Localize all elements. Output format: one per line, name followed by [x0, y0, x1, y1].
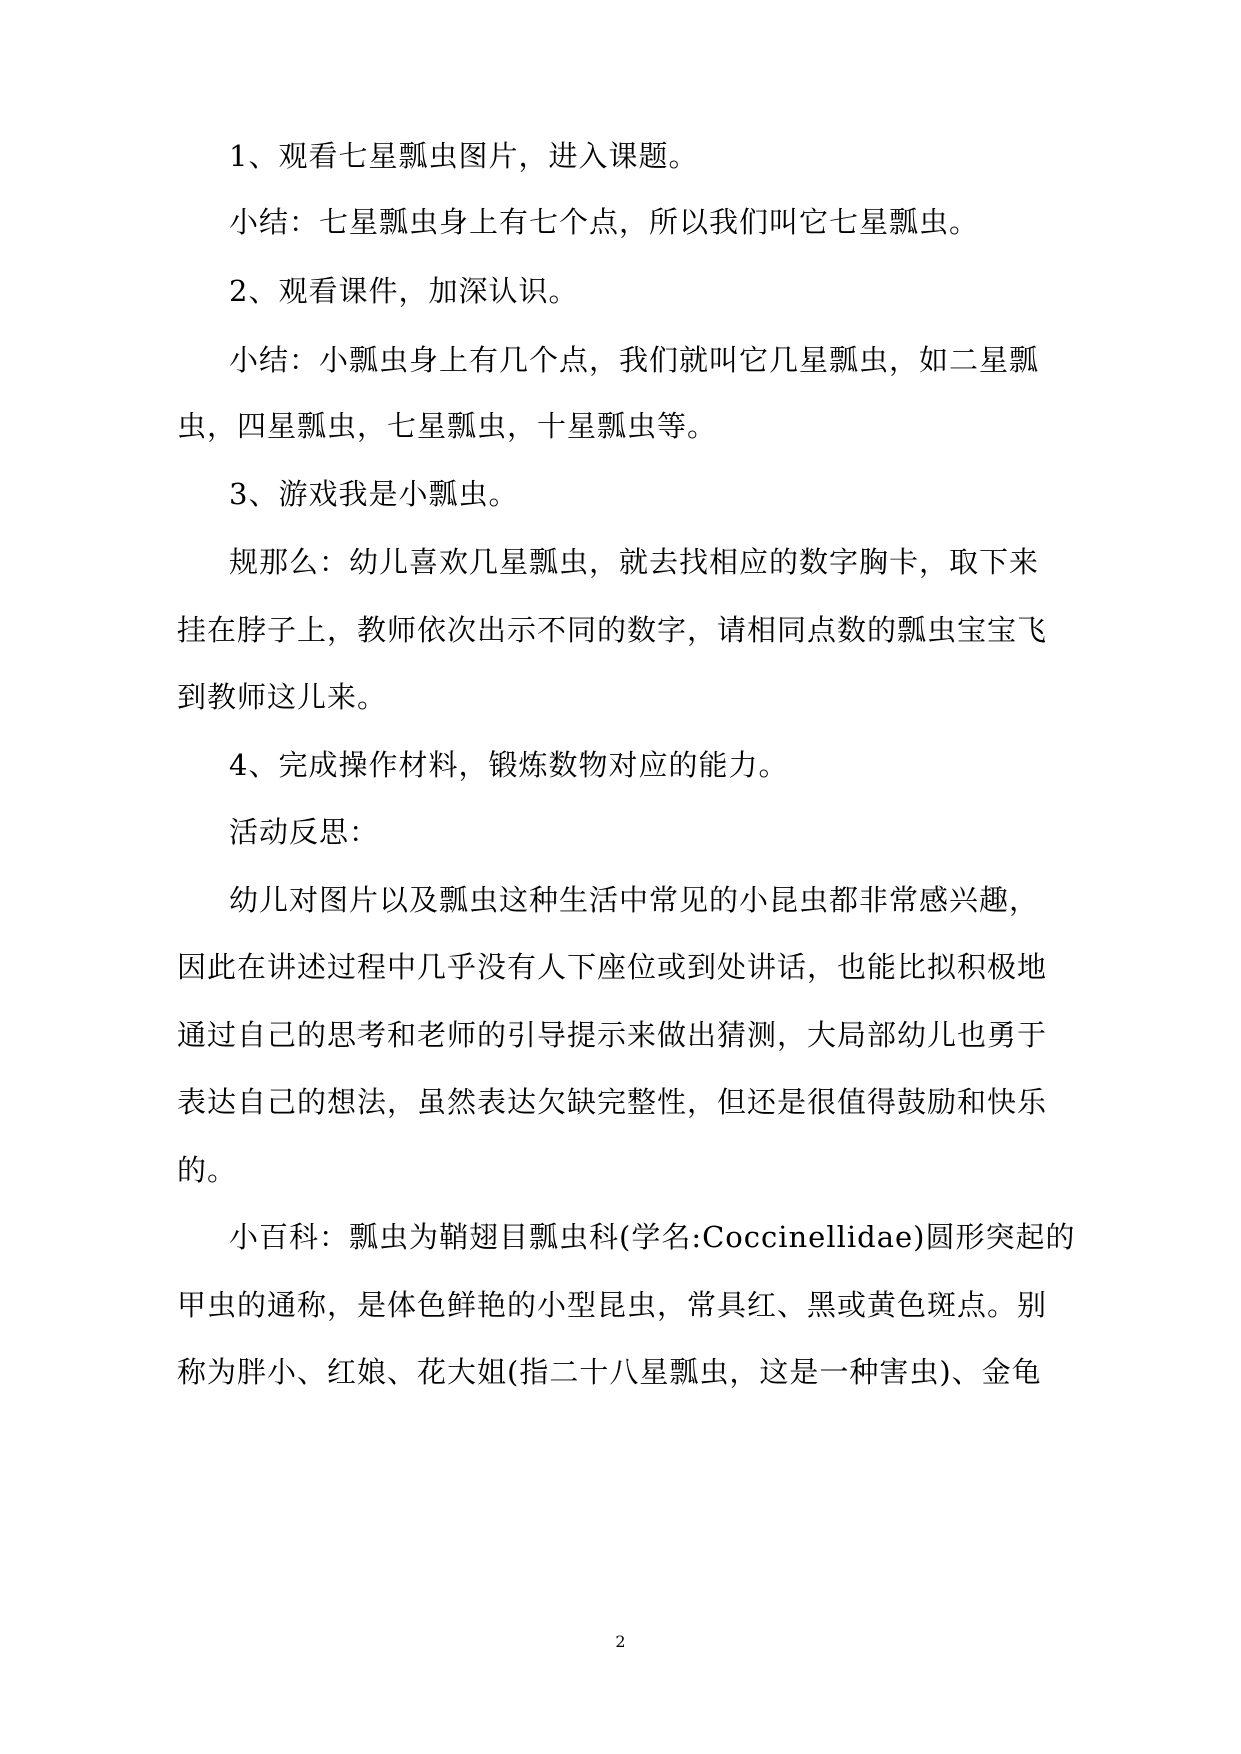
text-line-9: 到教师这儿来。 [177, 680, 388, 714]
text-line-1: 1、观看七星瓢虫图片，进入课题。 [229, 139, 699, 173]
text-line-19: 称为胖小、红娘、花大姐(指二十八星瓢虫，这是一种害虫)、金龟 [177, 1355, 1042, 1389]
text-line-10: 4、完成操作材料，锻炼数物对应的能力。 [229, 748, 789, 782]
text-line-6: 3、游戏我是小瓢虫。 [229, 477, 519, 511]
text-line-11: 活动反思： [229, 815, 380, 849]
text-line-2: 小结：七星瓢虫身上有七个点，所以我们叫它七星瓢虫。 [229, 205, 980, 239]
text-line-14: 通过自己的思考和老师的引导提示来做出猜测，大局部幼儿也勇于 [177, 1018, 1048, 1052]
text-line-18: 甲虫的通称，是体色鲜艳的小型昆虫，常具红、黑或黄色斑点。别 [177, 1288, 1048, 1322]
text-line-8: 挂在脖子上，教师依次出示不同的数字，请相同点数的瓢虫宝宝飞 [177, 613, 1048, 647]
text-line-7: 规那么：幼儿喜欢几星瓢虫，就去找相应的数字胸卡，取下来 [229, 545, 1040, 579]
text-line-15: 表达自己的想法，虽然表达欠缺完整性，但还是很值得鼓励和快乐 [177, 1085, 1048, 1119]
page-number: 2 [615, 1632, 626, 1651]
text-line-17: 小百科：瓢虫为鞘翅目瓢虫科(学名:Coccinellidae)圆形突起的 [229, 1220, 1076, 1254]
text-line-16: 的。 [177, 1153, 238, 1187]
text-line-12: 幼儿对图片以及瓢虫这种生活中常见的小昆虫都非常感兴趣， [229, 883, 1040, 917]
text-line-13: 因此在讲述过程中几乎没有人下座位或到处讲话，也能比拟积极地 [177, 950, 1048, 984]
text-line-3: 2、观看课件，加深认识。 [229, 274, 579, 308]
text-line-5: 虫，四星瓢虫，七星瓢虫，十星瓢虫等。 [177, 409, 718, 443]
text-line-4: 小结：小瓢虫身上有几个点，我们就叫它几星瓢虫，如二星瓢 [229, 343, 1040, 377]
